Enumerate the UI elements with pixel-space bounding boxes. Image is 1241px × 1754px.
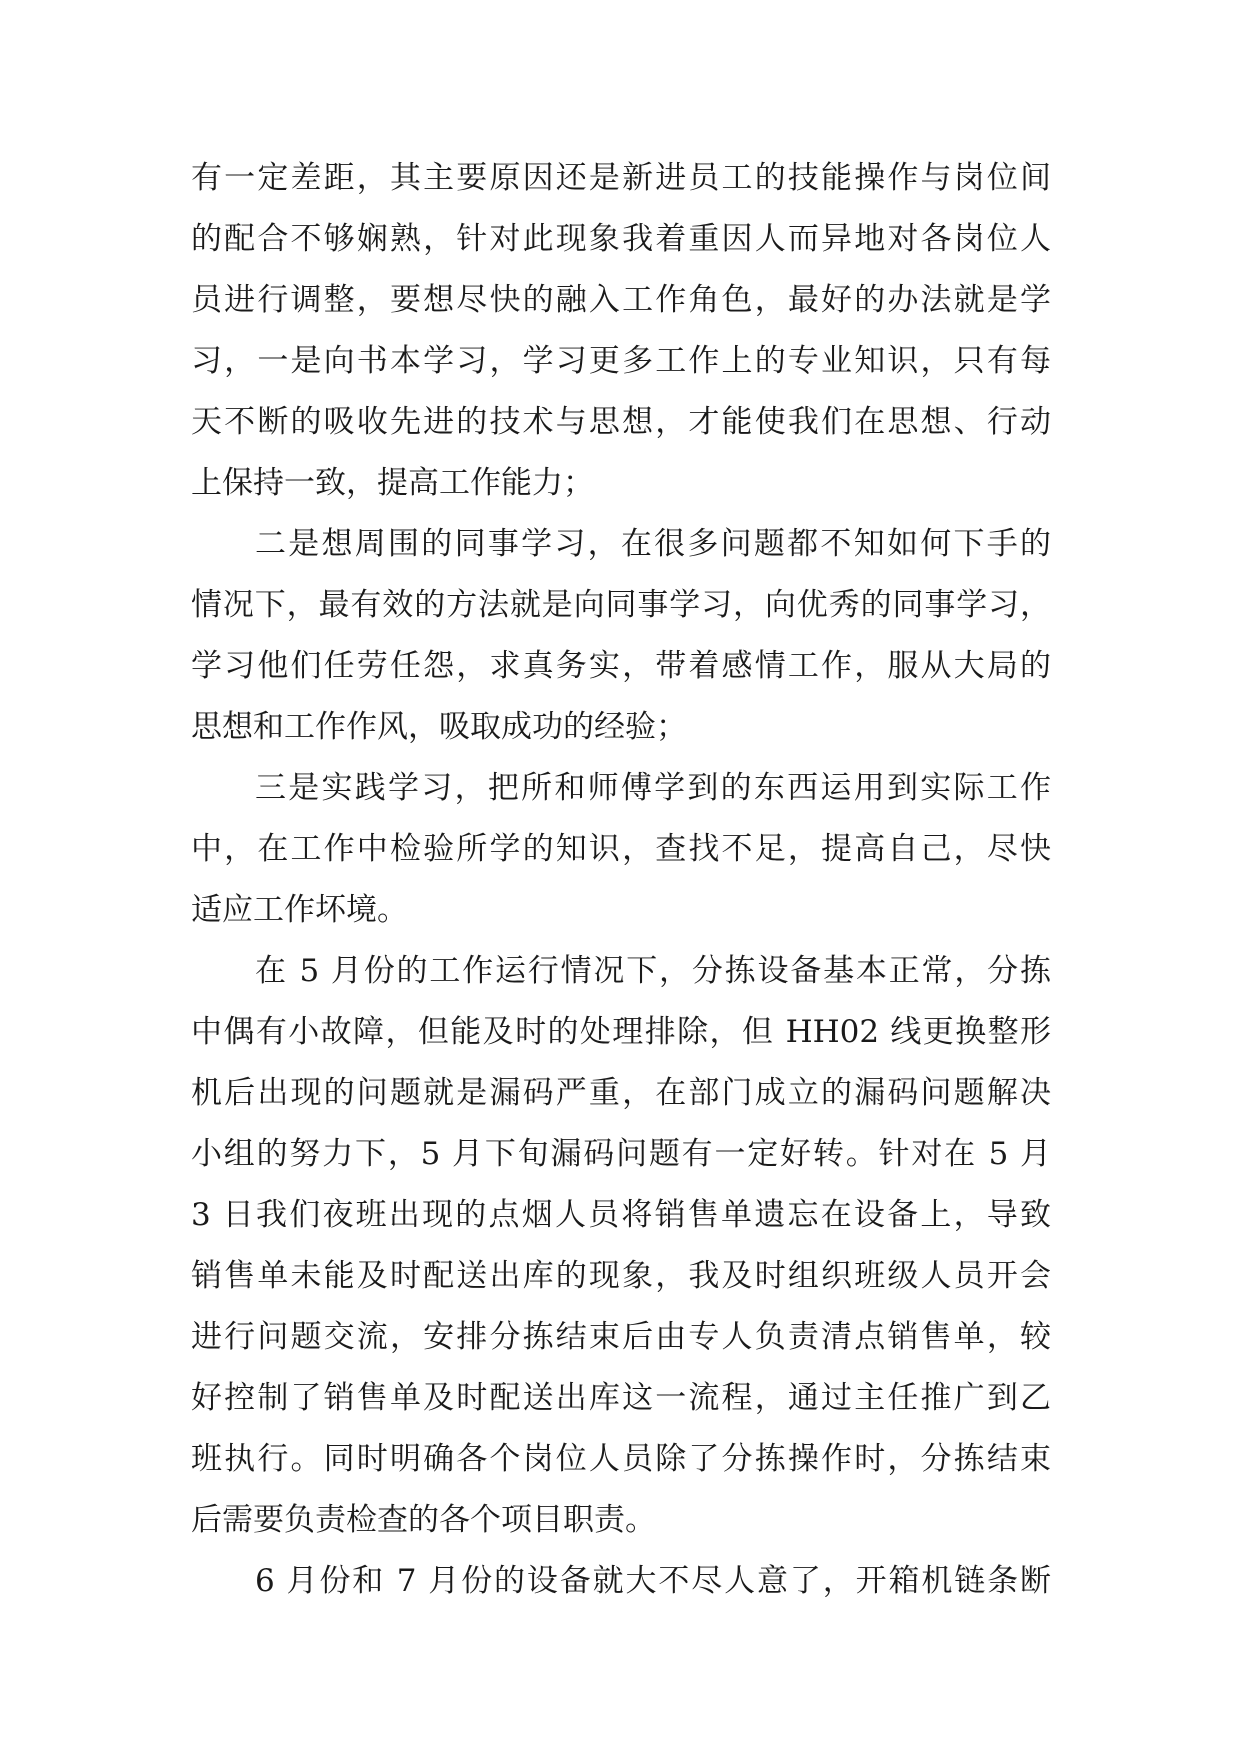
text-line: 适应工作坏境。 [191,892,408,928]
text-line: 6 月份和 7 月份的设备就大不尽人意了，开箱机链条断 [255,1563,1051,1599]
text-line: 思想和工作作风，吸取成功的经验； [191,709,687,745]
text-line: 班执行。同时明确各个岗位人员除了分拣操作时，分拣结束 [191,1441,1051,1477]
text-line: 二是想周围的同事学习，在很多问题都不知如何下手的 [255,526,1051,562]
text-line: 三是实践学习，把所和师傅学到的东西运用到实际工作 [255,770,1051,806]
text-line: 情况下，最有效的方法就是向同事学习，向优秀的同事学习， [191,587,1051,623]
text-line: 有一定差距，其主要原因还是新进员工的技能操作与岗位间 [191,160,1051,196]
text-line: 销售单未能及时配送出库的现象，我及时组织班级人员开会 [191,1258,1051,1294]
body-text [191,148,1051,1612]
text-line: 的配合不够娴熟，针对此现象我着重因人而异地对各岗位人 [191,221,1051,257]
text-line: 习，一是向书本学习，学习更多工作上的专业知识，只有每 [191,343,1051,379]
text-line: 3 日我们夜班出现的点烟人员将销售单遗忘在设备上，导致 [191,1197,1051,1233]
text-line: 进行问题交流，安排分拣结束后由专人负责清点销售单，较 [191,1319,1051,1355]
text-line: 后需要负责检查的各个项目职责。 [191,1502,656,1538]
text-line: 天不断的吸收先进的技术与思想，才能使我们在思想、行动 [191,404,1051,440]
text-line: 学习他们任劳任怨，求真务实，带着感情工作，服从大局的 [191,648,1051,684]
text-line: 中偶有小故障，但能及时的处理排除，但 HH02 线更换整形 [191,1014,1051,1050]
text-line: 机后出现的问题就是漏码严重，在部门成立的漏码问题解决 [191,1075,1051,1111]
text-line: 在 5 月份的工作运行情况下，分拣设备基本正常，分拣 [255,953,1051,989]
text-line: 员进行调整，要想尽快的融入工作角色，最好的办法就是学 [191,282,1051,318]
text-line: 上保持一致，提高工作能力； [191,465,594,501]
text-line: 中，在工作中检验所学的知识，查找不足，提高自己，尽快 [191,831,1051,867]
text-line: 好控制了销售单及时配送出库这一流程，通过主任推广到乙 [191,1380,1051,1416]
text-line: 小组的努力下，5 月下旬漏码问题有一定好转。针对在 5 月 [191,1136,1051,1172]
